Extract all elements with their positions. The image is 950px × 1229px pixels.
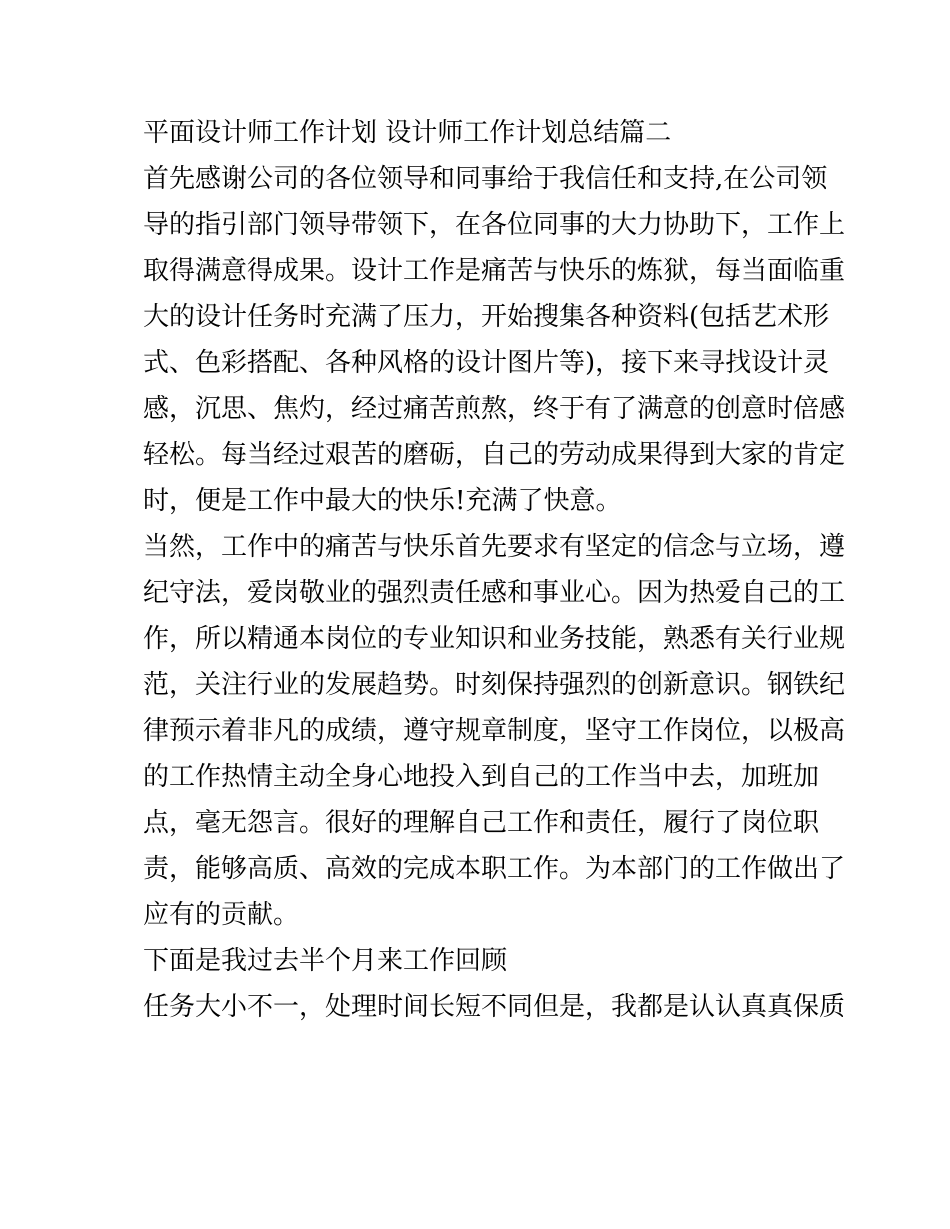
paragraph-1: [143, 156, 846, 524]
paragraph-line: 范，关注行业的发展趋势。时刻保持强烈的创新意识。钢铁纪: [143, 670, 846, 700]
paragraph-line: 首先感谢公司的各位领导和同事给于我信任和支持,在公司领: [143, 164, 828, 194]
paragraph-line: 导的指引部门领导带领下，在各位同事的大力协助下，工作上: [143, 210, 846, 240]
paragraph-line: 应有的贡献。: [143, 900, 300, 930]
paragraph-line: 律预示着非凡的成绩，遵守规章制度，坚守工作岗位，以极高: [143, 716, 846, 746]
paragraph-line: 的工作热情主动全身心地投入到自己的工作当中去，加班加: [143, 762, 820, 792]
document-title: 平面设计师工作计划 设计师工作计划总结篇二: [143, 118, 672, 148]
paragraph-line: 任务大小不一，处理时间长短不同但是，我都是认认真真保质: [143, 992, 846, 1022]
paragraph-line: 纪守法，爱岗敬业的强烈责任感和事业心。因为热爱自己的工: [143, 578, 846, 608]
paragraph-line: 点，毫无怨言。很好的理解自己工作和责任，履行了岗位职: [143, 808, 820, 838]
paragraph-line: 式、色彩搭配、各种风格的设计图片等)，接下来寻找设计灵: [143, 348, 830, 378]
paragraph-line: 当然，工作中的痛苦与快乐首先要求有坚定的信念与立场，遵: [143, 532, 846, 562]
document-body: [143, 110, 846, 1030]
paragraph-line: 下面是我过去半个月来工作回顾: [143, 946, 508, 976]
paragraph-4: [143, 984, 846, 1030]
paragraph-line: 责，能够高质、高效的完成本职工作。为本部门的工作做出了: [143, 854, 846, 884]
paragraph-line: 作，所以精通本岗位的专业知识和业务技能，熟悉有关行业规: [143, 624, 846, 654]
paragraph-line: 时，便是工作中最大的快乐!充满了快意。: [143, 486, 622, 516]
paragraph-line: 感，沉思、焦灼，经过痛苦煎熬，终于有了满意的创意时倍感: [143, 394, 846, 424]
paragraph-2: [143, 524, 846, 938]
paragraph-line: 轻松。每当经过艰苦的磨砺，自己的劳动成果得到大家的肯定: [143, 440, 846, 470]
paragraph-line: 取得满意得成果。设计工作是痛苦与快乐的炼狱，每当面临重: [143, 256, 846, 286]
paragraph-3: [143, 938, 817, 984]
paragraph-line: 大的设计任务时充满了压力，开始搜集各种资料(包括艺术形: [143, 302, 830, 332]
